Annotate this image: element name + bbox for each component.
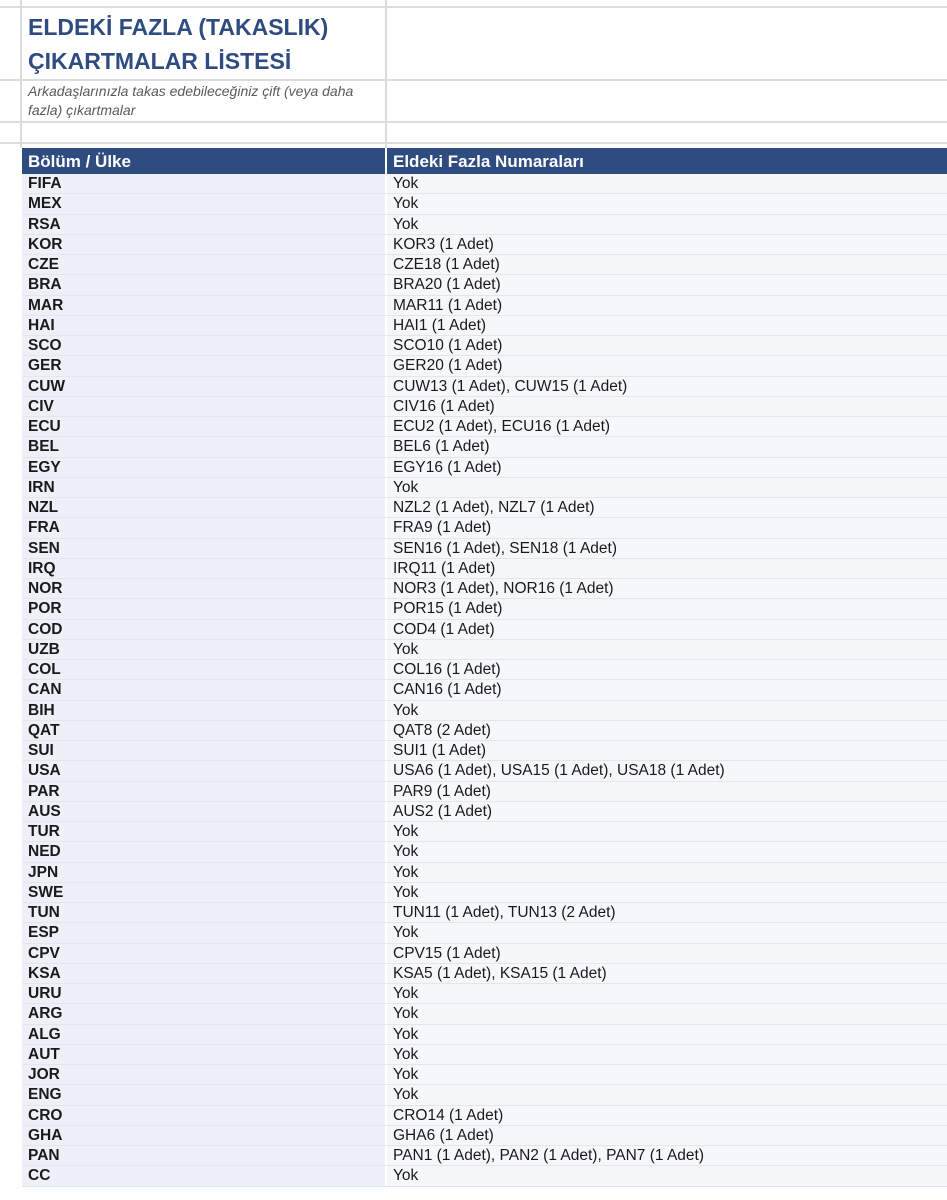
table-row <box>22 215 947 235</box>
cell-duplicate-numbers[interactable]: IRQ11 (1 Adet) <box>387 559 947 578</box>
table-row <box>22 944 947 964</box>
table-row <box>22 802 947 822</box>
table-row <box>22 255 947 275</box>
table-row <box>22 903 947 923</box>
cell-duplicate-numbers[interactable]: CPV15 (1 Adet) <box>387 944 947 963</box>
cell-country-code[interactable]: CPV <box>22 944 385 963</box>
cell-duplicate-numbers[interactable]: NZL2 (1 Adet), NZL7 (1 Adet) <box>387 498 947 517</box>
page-title-line-1: ELDEKİ FAZLA (TAKASLIK) <box>28 14 329 40</box>
table-row <box>22 437 947 457</box>
grid-line <box>20 0 22 148</box>
grid-line <box>0 79 947 81</box>
cell-duplicate-numbers[interactable]: PAN1 (1 Adet), PAN2 (1 Adet), PAN7 (1 Adet) <box>387 1146 947 1165</box>
cell-duplicate-numbers[interactable]: Yok <box>387 174 947 193</box>
cell-country-code[interactable]: TUR <box>22 822 385 841</box>
table-row <box>22 721 947 741</box>
table-row <box>22 336 947 356</box>
table-row <box>22 417 947 437</box>
table-row <box>22 458 947 478</box>
cell-duplicate-numbers[interactable]: HAI1 (1 Adet) <box>387 316 947 335</box>
table-row <box>22 599 947 619</box>
cell-country-code[interactable]: SUI <box>22 741 385 760</box>
cell-country-code[interactable]: SEN <box>22 539 385 558</box>
cell-duplicate-numbers[interactable]: Yok <box>387 1004 947 1023</box>
cell-duplicate-numbers[interactable]: POR15 (1 Adet) <box>387 599 947 618</box>
cell-country-code[interactable]: POR <box>22 599 385 618</box>
page-subtitle: Arkadaşlarınızla takas edebileceğiniz çift (veya daha fazla) çıkartmalar <box>28 83 354 118</box>
cell-duplicate-numbers[interactable]: TUN11 (1 Adet), TUN13 (2 Adet) <box>387 903 947 922</box>
cell-duplicate-numbers[interactable]: USA6 (1 Adet), USA15 (1 Adet), USA18 (1 Adet) <box>387 761 947 780</box>
table-body <box>22 174 947 1187</box>
table-row <box>22 701 947 721</box>
column-header-duplicates[interactable]: Eldeki Fazla Numaraları <box>393 152 584 171</box>
cell-country-code[interactable]: UZB <box>22 640 385 659</box>
cell-duplicate-numbers[interactable]: KSA5 (1 Adet), KSA15 (1 Adet) <box>387 964 947 983</box>
cell-duplicate-numbers[interactable]: Yok <box>387 1045 947 1064</box>
cell-country-code[interactable]: AUS <box>22 802 385 821</box>
table-row <box>22 1126 947 1146</box>
table-row <box>22 620 947 640</box>
cell-duplicate-numbers[interactable]: Yok <box>387 842 947 861</box>
table-row <box>22 194 947 214</box>
cell-duplicate-numbers[interactable]: CIV16 (1 Adet) <box>387 397 947 416</box>
table-row <box>22 1166 947 1186</box>
cell-duplicate-numbers[interactable]: Yok <box>387 883 947 902</box>
cell-country-code[interactable]: GHA <box>22 1126 385 1145</box>
cell-country-code[interactable]: AUT <box>22 1045 385 1064</box>
table-row <box>22 275 947 295</box>
cell-country-code[interactable]: FRA <box>22 518 385 537</box>
page-title-line-2: ÇIKARTMALAR LİSTESİ <box>28 48 292 74</box>
table-row <box>22 842 947 862</box>
cell-duplicate-numbers[interactable]: SUI1 (1 Adet) <box>387 741 947 760</box>
table-row <box>22 883 947 903</box>
cell-country-code[interactable]: FIFA <box>22 174 385 193</box>
cell-duplicate-numbers[interactable]: Yok <box>387 923 947 942</box>
table-row <box>22 1045 947 1065</box>
table-row <box>22 761 947 781</box>
cell-duplicate-numbers[interactable]: CRO14 (1 Adet) <box>387 1106 947 1125</box>
cell-duplicate-numbers[interactable]: CAN16 (1 Adet) <box>387 680 947 699</box>
cell-country-code[interactable]: MEX <box>22 194 385 213</box>
title-block <box>28 10 378 78</box>
cell-country-code[interactable]: USA <box>22 761 385 780</box>
cell-country-code[interactable]: KSA <box>22 964 385 983</box>
cell-country-code[interactable]: QAT <box>22 721 385 740</box>
cell-country-code[interactable]: CZE <box>22 255 385 274</box>
cell-duplicate-numbers[interactable]: Yok <box>387 194 947 213</box>
cell-duplicate-numbers[interactable]: Yok <box>387 640 947 659</box>
table-row <box>22 1106 947 1126</box>
table-row <box>22 559 947 579</box>
cell-country-code[interactable]: IRQ <box>22 559 385 578</box>
cell-country-code[interactable]: JOR <box>22 1065 385 1084</box>
cell-duplicate-numbers[interactable]: Yok <box>387 863 947 882</box>
table-row <box>22 498 947 518</box>
table-row <box>22 539 947 559</box>
table-row <box>22 235 947 255</box>
cell-country-code[interactable]: URU <box>22 984 385 1003</box>
table-row <box>22 377 947 397</box>
table-row <box>22 1085 947 1105</box>
cell-duplicate-numbers[interactable]: COL16 (1 Adet) <box>387 660 947 679</box>
cell-country-code[interactable]: RSA <box>22 215 385 234</box>
cell-duplicate-numbers[interactable]: NOR3 (1 Adet), NOR16 (1 Adet) <box>387 579 947 598</box>
table-row <box>22 356 947 376</box>
table-row <box>22 660 947 680</box>
table-row <box>22 1065 947 1085</box>
cell-duplicate-numbers[interactable]: BRA20 (1 Adet) <box>387 275 947 294</box>
table-row <box>22 478 947 498</box>
cell-country-code[interactable]: CIV <box>22 397 385 416</box>
cell-country-code[interactable]: SCO <box>22 336 385 355</box>
cell-duplicate-numbers[interactable]: Yok <box>387 215 947 234</box>
cell-duplicate-numbers[interactable]: Yok <box>387 1065 947 1084</box>
cell-country-code[interactable]: ALG <box>22 1025 385 1044</box>
grid-line <box>0 6 947 8</box>
cell-country-code[interactable]: ENG <box>22 1085 385 1104</box>
table-row <box>22 964 947 984</box>
cell-duplicate-numbers[interactable]: Yok <box>387 1085 947 1104</box>
cell-duplicate-numbers[interactable]: BEL6 (1 Adet) <box>387 437 947 456</box>
table-row <box>22 579 947 599</box>
cell-country-code[interactable]: NED <box>22 842 385 861</box>
cell-country-code[interactable]: PAN <box>22 1146 385 1165</box>
cell-country-code[interactable]: CAN <box>22 680 385 699</box>
cell-country-code[interactable]: HAI <box>22 316 385 335</box>
grid-line <box>385 0 387 148</box>
cell-country-code[interactable]: CRO <box>22 1106 385 1125</box>
cell-country-code[interactable]: NOR <box>22 579 385 598</box>
cell-country-code[interactable]: SWE <box>22 883 385 902</box>
column-header-country[interactable]: Bölüm / Ülke <box>28 152 131 171</box>
cell-duplicate-numbers[interactable]: ECU2 (1 Adet), ECU16 (1 Adet) <box>387 417 947 436</box>
cell-country-code[interactable]: BRA <box>22 275 385 294</box>
cell-duplicate-numbers[interactable]: Yok <box>387 1025 947 1044</box>
cell-duplicate-numbers[interactable]: KOR3 (1 Adet) <box>387 235 947 254</box>
table-row <box>22 518 947 538</box>
table-row <box>22 923 947 943</box>
cell-duplicate-numbers[interactable]: FRA9 (1 Adet) <box>387 518 947 537</box>
cell-duplicate-numbers[interactable]: CZE18 (1 Adet) <box>387 255 947 274</box>
cell-country-code[interactable]: JPN <box>22 863 385 882</box>
table-row <box>22 1146 947 1166</box>
cell-duplicate-numbers[interactable]: Yok <box>387 1166 947 1185</box>
stickers-table <box>22 148 947 1187</box>
cell-country-code[interactable]: ECU <box>22 417 385 436</box>
table-row <box>22 174 947 194</box>
table-row <box>22 640 947 660</box>
cell-country-code[interactable]: PAR <box>22 782 385 801</box>
cell-duplicate-numbers[interactable]: MAR11 (1 Adet) <box>387 296 947 315</box>
table-row <box>22 397 947 417</box>
cell-country-code[interactable]: ESP <box>22 923 385 942</box>
cell-duplicate-numbers[interactable]: QAT8 (2 Adet) <box>387 721 947 740</box>
cell-duplicate-numbers[interactable]: PAR9 (1 Adet) <box>387 782 947 801</box>
cell-country-code[interactable]: BEL <box>22 437 385 456</box>
cell-country-code[interactable]: ARG <box>22 1004 385 1023</box>
table-row <box>22 782 947 802</box>
cell-duplicate-numbers[interactable]: Yok <box>387 478 947 497</box>
table-row <box>22 863 947 883</box>
grid-line <box>0 121 947 123</box>
table-row <box>22 1025 947 1045</box>
cell-duplicate-numbers[interactable]: GER20 (1 Adet) <box>387 356 947 375</box>
cell-country-code[interactable]: NZL <box>22 498 385 517</box>
cell-duplicate-numbers[interactable]: Yok <box>387 984 947 1003</box>
cell-country-code[interactable]: CUW <box>22 377 385 396</box>
cell-duplicate-numbers[interactable]: COD4 (1 Adet) <box>387 620 947 639</box>
cell-country-code[interactable]: COD <box>22 620 385 639</box>
cell-country-code[interactable]: COL <box>22 660 385 679</box>
cell-country-code[interactable]: GER <box>22 356 385 375</box>
cell-country-code[interactable]: KOR <box>22 235 385 254</box>
grid-line <box>0 142 947 144</box>
cell-country-code[interactable]: IRN <box>22 478 385 497</box>
cell-duplicate-numbers[interactable]: EGY16 (1 Adet) <box>387 458 947 477</box>
cell-duplicate-numbers[interactable]: CUW13 (1 Adet), CUW15 (1 Adet) <box>387 377 947 396</box>
cell-country-code[interactable]: BIH <box>22 701 385 720</box>
cell-duplicate-numbers[interactable]: GHA6 (1 Adet) <box>387 1126 947 1145</box>
table-row <box>22 296 947 316</box>
table-header <box>22 148 947 174</box>
cell-duplicate-numbers[interactable]: AUS2 (1 Adet) <box>387 802 947 821</box>
cell-duplicate-numbers[interactable]: SEN16 (1 Adet), SEN18 (1 Adet) <box>387 539 947 558</box>
cell-duplicate-numbers[interactable]: Yok <box>387 701 947 720</box>
cell-duplicate-numbers[interactable]: SCO10 (1 Adet) <box>387 336 947 355</box>
table-row <box>22 822 947 842</box>
cell-country-code[interactable]: TUN <box>22 903 385 922</box>
cell-country-code[interactable]: EGY <box>22 458 385 477</box>
table-row <box>22 741 947 761</box>
table-row <box>22 984 947 1004</box>
table-row <box>22 316 947 336</box>
table-row <box>22 1004 947 1024</box>
cell-country-code[interactable]: CC <box>22 1166 385 1185</box>
cell-duplicate-numbers[interactable]: Yok <box>387 822 947 841</box>
table-row <box>22 680 947 700</box>
cell-country-code[interactable]: MAR <box>22 296 385 315</box>
